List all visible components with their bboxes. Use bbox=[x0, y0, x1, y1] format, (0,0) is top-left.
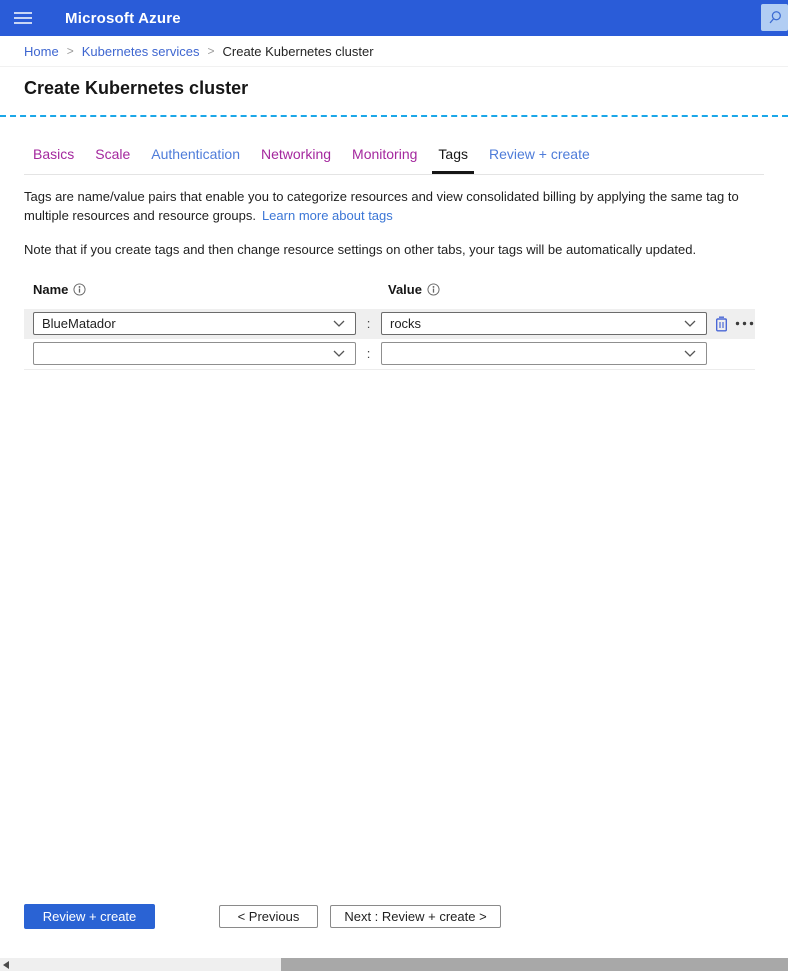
azure-header bbox=[0, 0, 788, 36]
value-info-icon[interactable] bbox=[427, 283, 440, 296]
tags-description bbox=[24, 188, 746, 226]
hamburger-icon bbox=[14, 12, 32, 14]
table-bottom-divider bbox=[24, 369, 755, 370]
ellipsis-icon bbox=[735, 321, 754, 326]
breadcrumb bbox=[0, 36, 788, 67]
tags-table bbox=[24, 282, 755, 370]
search-button[interactable] bbox=[761, 4, 788, 31]
dashed-divider bbox=[0, 115, 788, 117]
tags-note: Note that if you create tags and then change resource settings on other tabs, your tags will be automatically updated. bbox=[24, 241, 697, 257]
chevron-down-icon bbox=[684, 350, 696, 358]
value-column-header: Value bbox=[388, 281, 422, 297]
chevron-down-icon bbox=[684, 320, 696, 328]
tab-monitoring[interactable]: Monitoring bbox=[352, 146, 418, 162]
chevron-down-icon bbox=[333, 320, 345, 328]
previous-button[interactable]: < Previous bbox=[219, 905, 318, 928]
page-title: Create Kubernetes cluster bbox=[24, 78, 249, 98]
tag-row bbox=[24, 339, 755, 369]
review-create-button[interactable]: Review + create bbox=[24, 904, 155, 929]
pair-separator: : bbox=[366, 316, 371, 332]
tag-value-dropdown[interactable] bbox=[381, 312, 707, 335]
tab-scale[interactable]: Scale bbox=[95, 146, 131, 162]
breadcrumb-current: Create Kubernetes cluster bbox=[222, 43, 374, 59]
breadcrumb-separator: > bbox=[207, 44, 215, 58]
breadcrumb-separator: > bbox=[66, 44, 74, 58]
hamburger-menu-button[interactable] bbox=[5, 0, 41, 36]
tab-basics[interactable]: Basics bbox=[33, 146, 75, 162]
breadcrumb-kubernetes-services[interactable]: Kubernetes services bbox=[81, 43, 200, 59]
tab-bar bbox=[24, 146, 764, 175]
pair-separator: : bbox=[366, 346, 371, 362]
trash-icon bbox=[714, 315, 729, 332]
tab-authentication[interactable]: Authentication bbox=[151, 146, 240, 162]
tags-description-text: Tags are name/value pairs that enable you to categorize resources and view consolidated billing by applying the same tag to multiple resources and resource groups. bbox=[24, 189, 739, 223]
horizontal-scrollbar[interactable] bbox=[0, 958, 788, 971]
breadcrumb-home[interactable]: Home bbox=[24, 43, 59, 59]
scroll-left-arrow[interactable] bbox=[3, 961, 9, 969]
tab-networking[interactable]: Networking bbox=[261, 146, 332, 162]
app-title: Microsoft Azure bbox=[65, 9, 181, 27]
tag-name-dropdown[interactable] bbox=[33, 312, 356, 335]
tag-name-value: BlueMatador bbox=[42, 316, 116, 332]
tags-column-headers bbox=[24, 282, 755, 300]
chevron-down-icon bbox=[333, 350, 345, 358]
tag-row bbox=[24, 309, 755, 339]
more-options-button[interactable] bbox=[735, 321, 754, 326]
new-tag-value-dropdown[interactable] bbox=[381, 342, 707, 365]
tab-review-create[interactable]: Review + create bbox=[488, 146, 590, 162]
new-tag-name-dropdown[interactable] bbox=[33, 342, 356, 365]
learn-more-link[interactable]: Learn more about tags bbox=[261, 207, 393, 223]
name-column-header: Name bbox=[33, 281, 69, 297]
search-icon bbox=[766, 9, 784, 27]
next-button[interactable]: Next : Review + create > bbox=[330, 905, 501, 928]
scrollbar-thumb[interactable] bbox=[281, 958, 788, 971]
wizard-footer bbox=[0, 904, 788, 930]
tab-tags[interactable]: Tags bbox=[432, 146, 474, 174]
name-info-icon[interactable] bbox=[73, 283, 86, 296]
delete-tag-button[interactable] bbox=[714, 315, 729, 332]
tag-value-value: rocks bbox=[390, 316, 422, 332]
